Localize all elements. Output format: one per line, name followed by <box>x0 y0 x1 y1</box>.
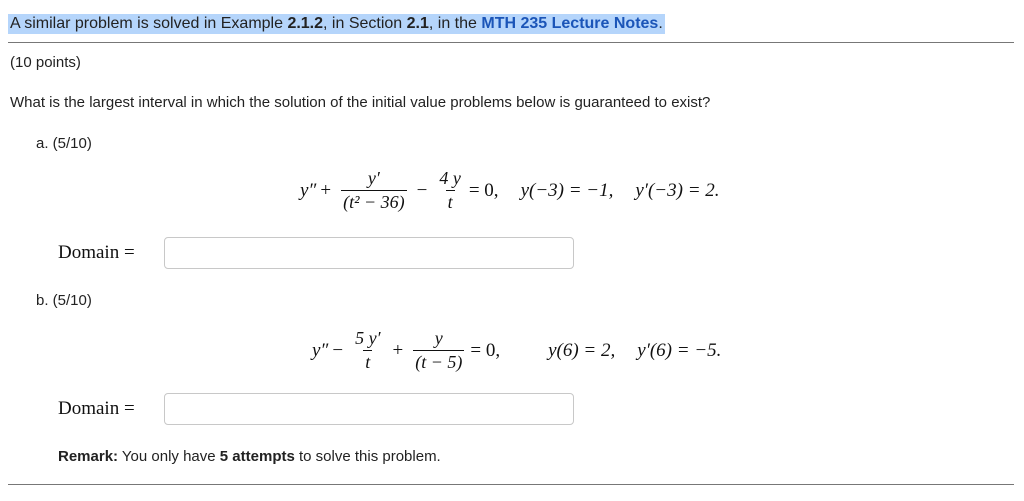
part-b-domain-input[interactable] <box>164 393 574 425</box>
part-b-domain-label: Domain = <box>58 398 135 419</box>
question-text: What is the largest interval in which the solution of the initial value problems below is guaranteed to exist? <box>10 94 711 111</box>
eq-b-fraction-2 <box>413 328 464 373</box>
eq-a-frac1-numerator: y′ <box>367 168 380 188</box>
points-label: (10 points) <box>10 54 81 71</box>
lecture-notes-link[interactable]: MTH 235 Lecture Notes <box>481 15 659 32</box>
eq-a-fraction-2 <box>437 168 463 213</box>
part-a-domain-input[interactable] <box>164 237 574 269</box>
eq-a-minus: − <box>416 179 428 201</box>
remark-label: Remark: <box>58 448 119 465</box>
part-b-equation <box>312 328 721 373</box>
eq-b-term: y″ <box>312 339 329 361</box>
eq-a-fraction-1 <box>341 168 407 213</box>
bottom-divider <box>8 484 1014 485</box>
eq-b-initial-condition-2: y′(6) = −5. <box>637 339 722 361</box>
note-mid: , in Section <box>323 15 407 32</box>
part-a-label: a. (5/10) <box>36 135 92 152</box>
eq-a-initial-condition-2: y′(−3) = 2. <box>635 179 720 201</box>
eq-a-plus: + <box>320 179 332 201</box>
remark-text-2: to solve this problem. <box>294 448 441 465</box>
remark-text-1: You only have <box>118 448 220 465</box>
part-a-domain-label: Domain = <box>58 242 135 263</box>
part-a-equation <box>300 168 720 213</box>
example-reference: 2.1.2 <box>287 15 324 32</box>
similar-problem-note <box>8 14 665 34</box>
note-prefix: A similar problem is solved in Example <box>10 15 288 32</box>
eq-b-minus: − <box>332 339 344 361</box>
eq-a-frac2-denominator: t <box>447 192 453 212</box>
eq-b-plus: + <box>392 339 404 361</box>
note-suffix: . <box>658 15 663 32</box>
eq-b-rhs: = 0, <box>470 339 501 361</box>
eq-a-frac1-denominator: (t² − 36) <box>343 192 405 212</box>
eq-a-frac2-numerator: 4 y <box>439 168 461 188</box>
eq-a-initial-condition-1: y(−3) = −1, <box>520 179 614 201</box>
eq-b-frac1-numerator: 5 y′ <box>355 328 381 348</box>
part-b-label: b. (5/10) <box>36 292 92 309</box>
remark-text <box>58 448 441 465</box>
eq-a-term: y″ <box>300 179 317 201</box>
attempts-count: 5 attempts <box>219 448 295 465</box>
top-divider <box>8 42 1014 43</box>
eq-b-frac1-denominator: t <box>365 352 371 372</box>
eq-b-initial-condition-1: y(6) = 2, <box>548 339 616 361</box>
note-mid2: , in the <box>428 15 482 32</box>
eq-b-frac2-numerator: y <box>434 328 443 348</box>
eq-b-frac2-denominator: (t − 5) <box>415 352 463 372</box>
eq-a-rhs: = 0, <box>468 179 499 201</box>
eq-b-fraction-1 <box>353 328 382 373</box>
section-reference: 2.1 <box>406 15 429 32</box>
